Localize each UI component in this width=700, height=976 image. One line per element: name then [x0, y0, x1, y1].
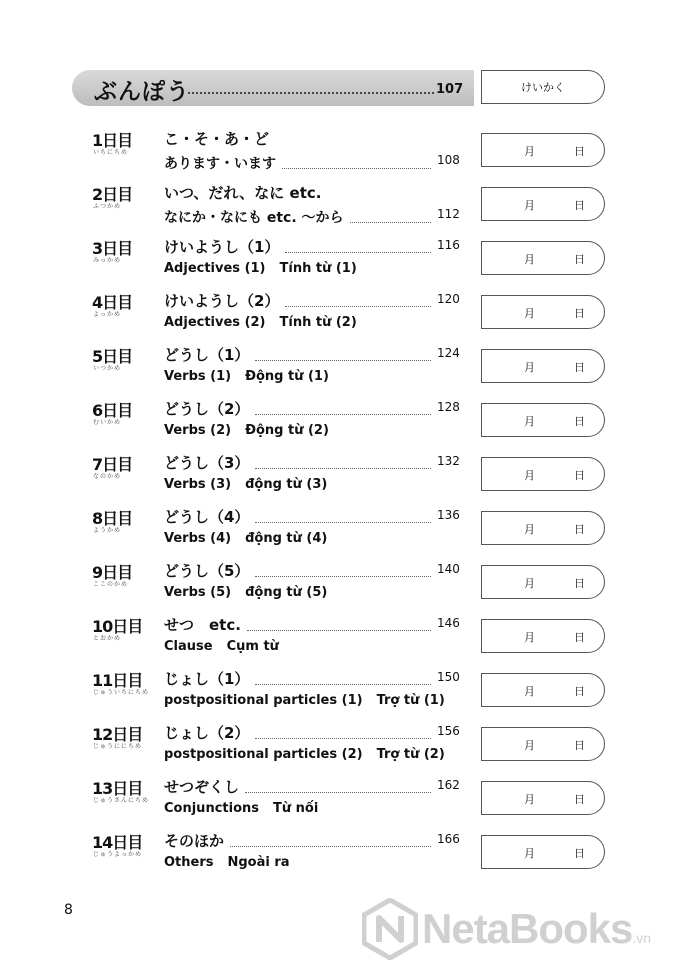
date-box [481, 349, 605, 383]
day-furigana: むいかめ [93, 419, 122, 426]
leader-dots [255, 360, 431, 361]
day-of-month-label: 日 [574, 199, 585, 212]
toc-entry [0, 560, 700, 614]
day-furigana: みっかめ [93, 257, 122, 264]
month-label: 月 [524, 523, 535, 536]
entry-subtitle [164, 315, 371, 330]
leader-dots [255, 738, 431, 739]
day-label: 4日目 [92, 293, 133, 312]
month-label: 月 [524, 577, 535, 590]
entry-page: 116 [437, 238, 460, 252]
subtitle-english: Verbs (3) [164, 477, 232, 492]
month-label: 月 [524, 631, 535, 644]
entry-subtitle [164, 477, 341, 492]
toc-entry [0, 776, 700, 830]
subtitle-vietnamese: động từ (3) [245, 477, 328, 492]
date-box [481, 403, 605, 437]
month-label: 月 [524, 253, 535, 266]
entry-title: どうし（2） [164, 400, 250, 418]
subtitle-english: postpositional particles (1) [164, 693, 363, 708]
day-of-month-label: 日 [574, 793, 585, 806]
date-box [481, 727, 605, 761]
subtitle-english: postpositional particles (2) [164, 747, 363, 762]
subtitle-vietnamese: Trợ từ (2) [376, 747, 445, 762]
toc-entry [0, 344, 700, 398]
entry-subtitle [164, 261, 371, 276]
entry-title: そのほか [164, 832, 225, 850]
month-label: 月 [524, 199, 535, 212]
day-label: 5日目 [92, 347, 133, 366]
entry-title: こ・そ・あ・ど [164, 130, 270, 148]
entry-title: じょし（2） [164, 724, 250, 742]
leader-dots [285, 306, 431, 307]
entry-subtitle [164, 855, 304, 870]
date-box [481, 781, 605, 815]
day-furigana: じゅうよっかめ [93, 851, 143, 858]
subtitle-english: Clause [164, 639, 213, 654]
entry-page: 162 [437, 778, 460, 792]
leader-dots [255, 468, 431, 469]
entry-subtitle [164, 801, 332, 816]
day-furigana: じゅうににちめ [93, 743, 143, 750]
subtitle-vietnamese: Động từ (2) [245, 423, 329, 438]
leader-dots [285, 252, 431, 253]
netabooks-logo-icon [362, 898, 418, 960]
date-box [481, 295, 605, 329]
day-of-month-label: 日 [574, 523, 585, 536]
entry-page: 120 [437, 292, 460, 306]
subtitle-vietnamese: Cụm từ [226, 639, 279, 654]
day-of-month-label: 日 [574, 847, 585, 860]
section-title: ぶんぽう [94, 79, 190, 105]
entry-page: 132 [437, 454, 460, 468]
month-label: 月 [524, 847, 535, 860]
toc-entry [0, 506, 700, 560]
day-furigana: じゅうさんにちめ [93, 797, 150, 804]
entry-subtitle [164, 747, 459, 762]
entry-title: どうし（1） [164, 346, 250, 364]
leader-dots [282, 168, 431, 169]
day-label: 3日目 [92, 239, 133, 258]
toc-entry [0, 614, 700, 668]
subtitle-english: Others [164, 855, 214, 870]
date-box [481, 511, 605, 545]
entry-subtitle [164, 585, 341, 600]
entry-subtitle [164, 639, 293, 654]
day-label: 6日目 [92, 401, 133, 420]
section-page-number: 107 [436, 82, 464, 97]
day-furigana: じゅういちにちめ [93, 689, 150, 696]
leader-dots [188, 92, 434, 94]
entry-subtitle [164, 423, 343, 438]
leader-dots [245, 792, 431, 793]
month-label: 月 [524, 415, 535, 428]
day-of-month-label: 日 [574, 361, 585, 374]
day-label: 9日目 [92, 563, 133, 582]
subtitle-english: Adjectives (2) [164, 315, 266, 330]
day-of-month-label: 日 [574, 145, 585, 158]
day-label: 1日目 [92, 131, 133, 150]
leader-dots [255, 414, 431, 415]
entry-title-line2: なにか・なにも etc. ～から [164, 210, 344, 226]
day-of-month-label: 日 [574, 307, 585, 320]
date-box [481, 133, 605, 167]
entry-title: どうし（4） [164, 508, 250, 526]
subtitle-vietnamese: Động từ (1) [245, 369, 329, 384]
page-number: 8 [64, 902, 73, 918]
day-of-month-label: 日 [574, 685, 585, 698]
date-box [481, 673, 605, 707]
toc-entry [0, 398, 700, 452]
entry-page: 166 [437, 832, 460, 846]
day-furigana: いつかめ [93, 365, 122, 372]
month-label: 月 [524, 739, 535, 752]
day-label: 8日目 [92, 509, 133, 528]
date-box [481, 565, 605, 599]
entry-title: けいようし（1） [164, 238, 280, 256]
watermark [362, 898, 651, 960]
toc-entry [0, 236, 700, 290]
day-label: 7日目 [92, 455, 133, 474]
leader-dots [350, 222, 431, 223]
entry-title: けいようし（2） [164, 292, 280, 310]
entry-page: 124 [437, 346, 460, 360]
leader-dots [255, 522, 431, 523]
entry-page: 136 [437, 508, 460, 522]
subtitle-english: Adjectives (1) [164, 261, 266, 276]
section-header [72, 70, 474, 106]
entry-title: どうし（5） [164, 562, 250, 580]
subtitle-vietnamese: động từ (4) [245, 531, 328, 546]
subtitle-vietnamese: Trợ từ (1) [376, 693, 445, 708]
day-label: 14日目 [92, 833, 143, 852]
subtitle-english: Verbs (5) [164, 585, 232, 600]
subtitle-english: Verbs (2) [164, 423, 232, 438]
toc-entry [0, 668, 700, 722]
leader-dots [255, 684, 431, 685]
subtitle-vietnamese: Từ nối [273, 801, 319, 816]
toc-entry [0, 182, 700, 236]
day-of-month-label: 日 [574, 739, 585, 752]
entry-subtitle [164, 693, 459, 708]
entry-page: 150 [437, 670, 460, 684]
toc-entry [0, 722, 700, 776]
day-label: 12日目 [92, 725, 143, 744]
day-label: 10日目 [92, 617, 143, 636]
day-of-month-label: 日 [574, 415, 585, 428]
day-of-month-label: 日 [574, 469, 585, 482]
entry-title-line2: あります・います [164, 156, 276, 172]
day-furigana: ふつかめ [93, 203, 122, 210]
subtitle-vietnamese: Ngoài ra [227, 855, 290, 870]
day-label: 2日目 [92, 185, 133, 204]
entry-page: 140 [437, 562, 460, 576]
date-box [481, 619, 605, 653]
day-furigana: いちにちめ [93, 149, 129, 156]
day-label: 11日目 [92, 671, 143, 690]
entry-title: せつぞくし [164, 778, 240, 796]
day-label: 13日目 [92, 779, 143, 798]
leader-dots [247, 630, 431, 631]
entry-page: 156 [437, 724, 460, 738]
entry-title: いつ、だれ、なに etc. [164, 184, 322, 202]
day-furigana: とおかめ [93, 635, 122, 642]
month-label: 月 [524, 361, 535, 374]
entry-title: せつ etc. [164, 616, 241, 634]
date-box [481, 241, 605, 275]
toc-entry [0, 128, 700, 182]
subtitle-vietnamese: Tính từ (2) [279, 315, 357, 330]
subtitle-english: Verbs (1) [164, 369, 232, 384]
month-label: 月 [524, 145, 535, 158]
entry-page: 128 [437, 400, 460, 414]
date-box [481, 187, 605, 221]
month-label: 月 [524, 307, 535, 320]
day-of-month-label: 日 [574, 631, 585, 644]
day-furigana: よっかめ [93, 311, 122, 318]
toc-entry [0, 290, 700, 344]
leader-dots [230, 846, 431, 847]
month-label: 月 [524, 469, 535, 482]
plan-label-box [481, 70, 605, 104]
subtitle-vietnamese: động từ (5) [245, 585, 328, 600]
day-furigana: ここのかめ [93, 581, 129, 588]
toc-entry [0, 830, 700, 884]
entry-title: じょし（1） [164, 670, 250, 688]
watermark-tld: .vn [632, 930, 652, 946]
leader-dots [255, 576, 431, 577]
subtitle-vietnamese: Tính từ (1) [279, 261, 357, 276]
date-box [481, 457, 605, 491]
month-label: 月 [524, 793, 535, 806]
day-furigana: ようかめ [93, 527, 122, 534]
date-box [481, 835, 605, 869]
month-label: 月 [524, 685, 535, 698]
day-of-month-label: 日 [574, 577, 585, 590]
plan-label: けいかく [521, 81, 565, 94]
day-of-month-label: 日 [574, 253, 585, 266]
watermark-text: NetaBooks [422, 905, 633, 952]
entry-page: 108 [437, 153, 460, 167]
entry-subtitle [164, 369, 343, 384]
entry-title: どうし（3） [164, 454, 250, 472]
entry-page: 146 [437, 616, 460, 630]
entry-subtitle [164, 531, 341, 546]
subtitle-english: Verbs (4) [164, 531, 232, 546]
day-furigana: なのかめ [93, 473, 122, 480]
toc-entry [0, 452, 700, 506]
subtitle-english: Conjunctions [164, 801, 259, 816]
entry-page: 112 [437, 207, 460, 221]
